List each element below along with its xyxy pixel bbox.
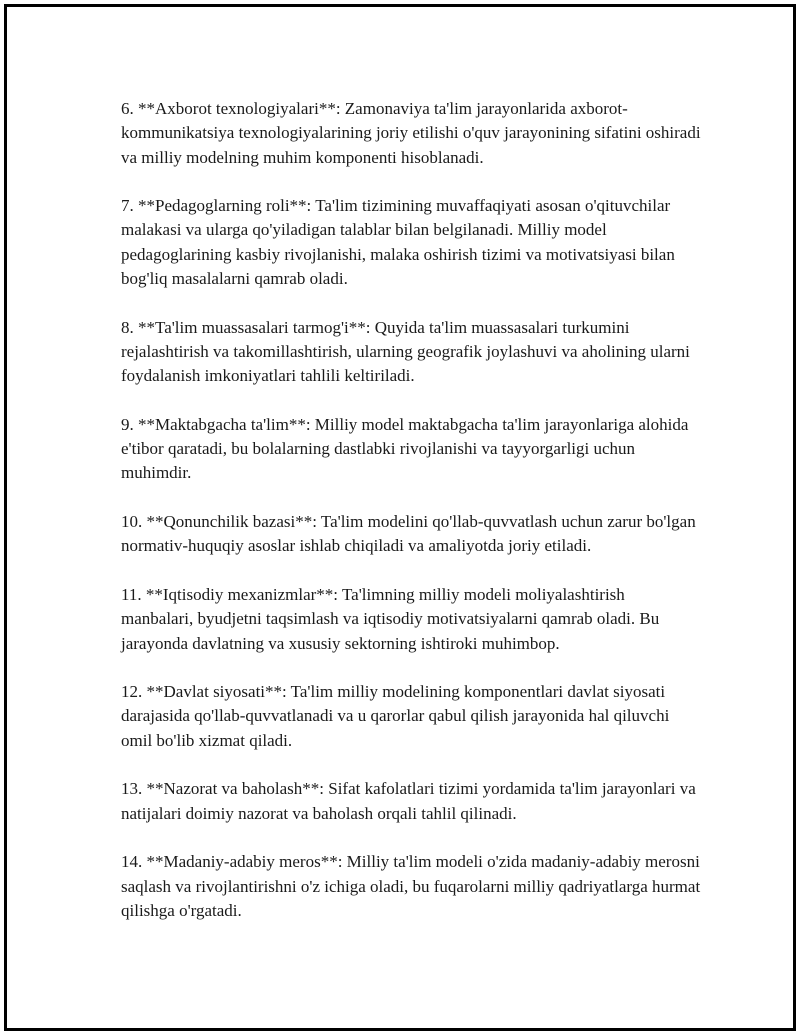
paragraph-9: 9. **Maktabgacha ta'lim**: Milliy model maktabgacha ta'lim jarayonlariga alohida e'tibor qaratadi, bu bolalarning dastlabki rivojlanishi va tayyorgarligi uchun muhimdir.	[121, 414, 689, 483]
paragraph-7: 7. **Pedagoglarning roli**: Ta'lim tizimining muvaffaqiyati asosan o'qituvchilar malakasi va ularga qo'yiladigan talablar bilan belgilanadi. Milliy model pedagoglarining kasbiy rivojlanishi, malaka oshirish tizimi va motivatsiyasi bilan bog'liq masalalarni qamrab oladi.	[121, 196, 675, 289]
document-body	[121, 97, 701, 947]
paragraph-14: 14. **Madaniy-adabiy meros**: Milliy ta'lim modeli o'zida madaniy-adabiy merosni saqlash va rivojlantirishni o'z ichiga oladi, bu fuqarolarni milliy qadriyatlarga hurmat qilishga o'rgatadi.	[121, 852, 701, 920]
page-frame	[4, 4, 796, 1031]
paragraph-12: 12. **Davlat siyosati**: Ta'lim milliy modelining komponentlari davlat siyosati darajasida qo'llab-quvvatlanadi va u qarorlar qabul qilish jarayonida hal qiluvchi omil bo'lib xizmat qiladi.	[121, 682, 670, 750]
paragraph-13: 13. **Nazorat va baholash**: Sifat kafolatlari tizimi yordamida ta'lim jarayonlari va natijalari doimiy nazorat va baholash orqali tahlil qilinadi.	[121, 779, 696, 823]
paragraph-6: 6. **Axborot texnologiyalari**: Zamonaviya ta'lim jarayonlarida axborot-kommunikatsiya texnologiyalarining joriy etilishi o'quv jarayonining sifatini oshiradi va milliy modelning muhim komponenti hisoblanadi.	[121, 99, 701, 167]
paragraph-11: 11. **Iqtisodiy mexanizmlar**: Ta'limning milliy modeli moliyalashtirish manbalari, byudjetni taqsimlash va iqtisodiy motivatsiyalarni qamrab oladi. Bu jarayonda davlatning va xususiy sektorning ishtiroki muhimbop.	[121, 584, 660, 653]
paragraph-8: 8. **Ta'lim muassasalari tarmog'i**: Quyida ta'lim muassasalari turkumini rejalashtirish va takomillashtirish, ularning geografik joylashuvi va aholining ularni foydalanish imkoniyatlari tahlili keltiriladi.	[121, 317, 690, 386]
paragraph-10: 10. **Qonunchilik bazasi**: Ta'lim modelini qo'llab-quvvatlash uchun zarur bo'lgan normativ-huquqiy asoslar ishlab chiqiladi va amaliyotda joriy etiladi.	[121, 512, 696, 556]
